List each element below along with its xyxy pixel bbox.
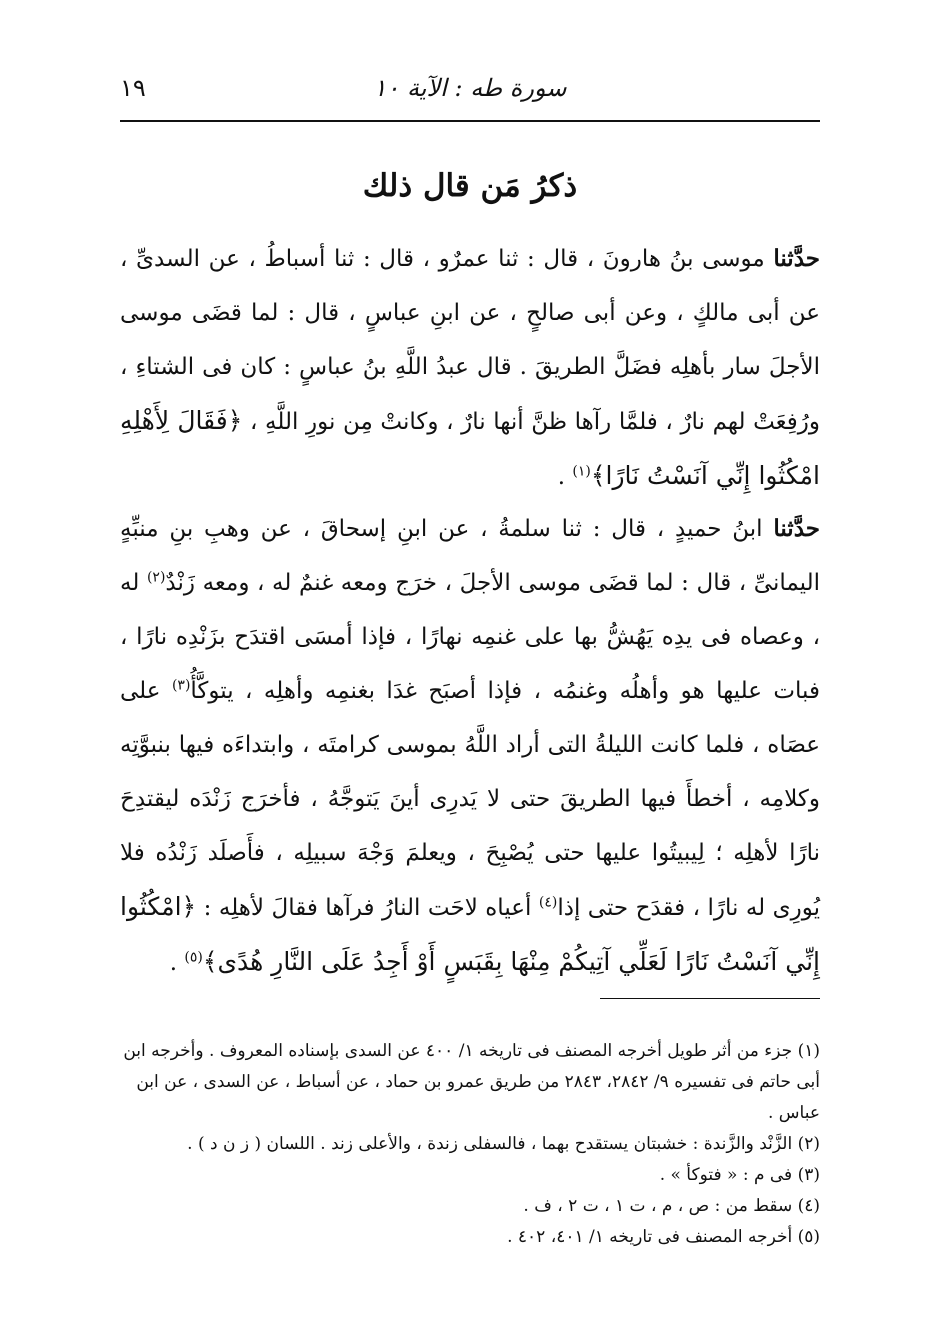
paragraph-text: موسى بنُ هارونَ ، قال : ثنا عمرٌو ، قال : ثنا أسباطُ ، عن السدىِّ ، عن أبى مالكٍ ، وعن أبى صالحٍ ، عن ابنِ عباسٍ ، قال : لما قضَى موسى الأجلَ سار بأهلِه فضَلَّ الطريقَ . قال عبدُ اللَّهِ بنُ عباسٍ : كان فى الشتاءِ ، ورُفِعَتْ لهم نارٌ ، فلمَّا رآها ظنَّ أنها نارٌ ، وكانتْ مِن نورِ اللَّهِ ، (120, 246, 820, 435)
section-heading: ذكرُ مَن قال ذلك (362, 168, 578, 204)
footnote: (٢) الزَّنْد والزَّندة : خشبتان يستقدح بهما ، فالسفلى زندة ، والأعلى زند . اللسان ( ز ن د ) . (187, 1134, 820, 1154)
page-number: ١٩ (120, 74, 146, 102)
footnote-ref-4: (٤) (538, 894, 558, 911)
footnote-rule (600, 998, 820, 999)
header-rule (120, 120, 820, 122)
paragraph-text: . (557, 464, 573, 490)
footnote: (٥) أخرجه المصنف فى تاريخه ١/ ٤٠١، ٤٠٢ . (507, 1227, 820, 1247)
paragraph-lead: حدَّثنا (773, 245, 820, 272)
paragraph-text: له ، وعصاه فى يدِه يَهُشُّ بها على غنمِه نهارًا ، فإذا أمسَى اقتدَح بزَنْدِه نارًا ، فبات عليها هو وأهلُه وغنمُه ، فإذا أصبَح غدَا بغنمِه وأهلِه ، يتوكَّأُ (120, 570, 820, 704)
footnote-ref-3: (٣) (171, 677, 191, 694)
footnote: (٤) سقط من : ص ، م ، ت ١ ، ت ٢ ، ف . (523, 1196, 820, 1216)
footnote: (٣) فى م : « فتوكأ » . (659, 1165, 820, 1185)
footnotes (120, 1036, 820, 1253)
footnote: (١) جزء من أثر طويل أخرجه المصنف فى تاريخه ١/ ٤٠٠ عن السدى بإسناده المعروف . وأخرجه ابن أبى حاتم فى تفسيره ٩/ ٢٨٤٢، ٢٨٤٣ من طريق عمرو بن حماد ، عن أسباط ، عن السدى ، عن ابن عباس . (123, 1041, 820, 1123)
footnote-ref-5: (٥) (184, 949, 203, 966)
paragraph-1 (120, 232, 820, 504)
paragraph-text: ابنُ حميدٍ ، قال : ثنا سلمةُ ، عن ابنِ إسحاقَ ، عن وهبِ بنِ منبِّهٍ اليمانىِّ ، قال : لما قضَى موسى الأجلَ ، خرَج ومعه غنمٌ له ، ومعه زَنْدٌ (120, 516, 821, 596)
paragraph-lead: حدَّثنا (773, 515, 820, 542)
paragraph-2 (120, 502, 820, 990)
page-header (120, 72, 820, 112)
quran-quote: ﴿امْكُثُوا إِنِّي آنَسْتُ نَارًا لَعَلِّي آتِيكُمْ مِنْهَا بِقَبَسٍ أَوْ أَجِدُ عَلَى النَّارِ هُدًى﴾ (120, 892, 820, 976)
footnote-ref-1: (١) (572, 463, 591, 480)
paragraph-text: على عصَاه ، فلما كانت الليلةُ التى أراد اللَّهُ بموسى كرامتَه ، وابتداءَه فيها بنبوَّتِه وكلامِه ، أخطأَ فيها الطريقَ حتى لا يَدرِى أينَ يَتوجَّهُ ، فأخرَج زَنْدَه ليقتدِحَ نارًا لأهلِه ؛ لِيبيتُوا عليها حتى يُصْبِحَ ، ويعلمَ وَجْهَ سبيلِه ، فأَصلَد زَنْدُه فلا يُورِى له نارًا ، فقدَح حتى إذا (120, 678, 821, 921)
paragraph-text: أعياه لاحَت النارُ فرآها فقالَ لأهلِه : (196, 895, 539, 921)
running-title: سورة طه : الآية ١٠ (373, 74, 567, 102)
paragraph-text: . (169, 950, 185, 976)
footnote-ref-2: (٢) (146, 569, 166, 586)
quran-quote: ﴿فَقَالَ لِأَهْلِهِ امْكُثُوا إِنِّي آنَسْتُ نَارًا﴾ (120, 406, 820, 490)
